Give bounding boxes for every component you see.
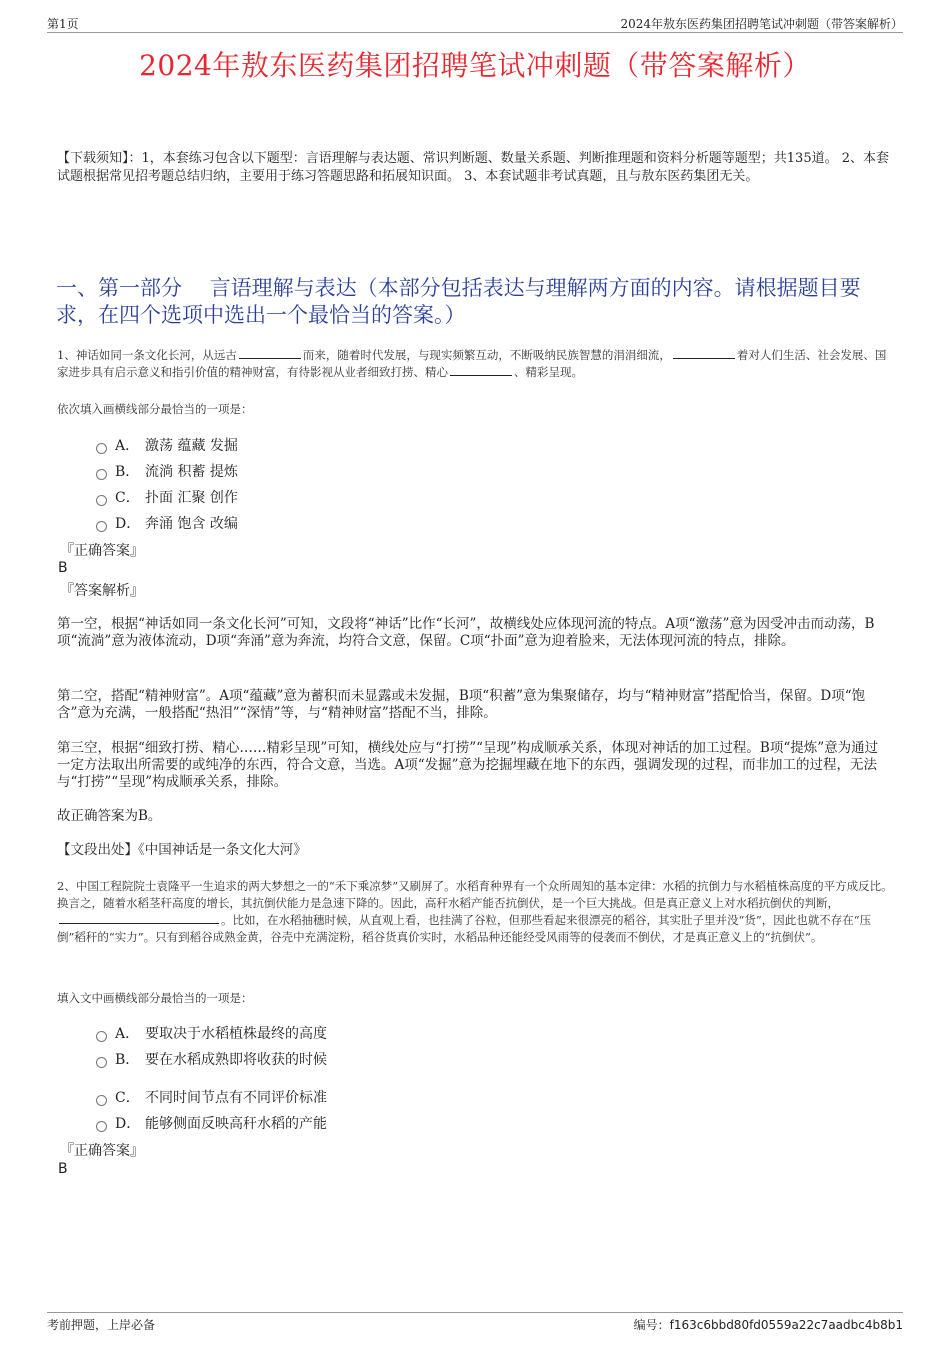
q1-stem-part: 1、神话如同一条文化长河，从远古 xyxy=(57,348,237,362)
q1-stem-part: 而来，随着时代发展，与现实频繁互动，不断吸纳民族智慧的涓涓细流， xyxy=(302,348,671,362)
option-letter: A． xyxy=(115,438,140,454)
q1-option-b[interactable] xyxy=(96,462,238,482)
q1-answer: B xyxy=(58,560,68,576)
page-header xyxy=(47,14,903,33)
q1-conclusion: 故正确答案为B。 xyxy=(57,808,162,824)
fill-blank xyxy=(239,348,301,359)
q2-option-a[interactable] xyxy=(96,1024,327,1044)
footer-code xyxy=(634,1316,903,1333)
option-text: 不同时间节点有不同评价标准 xyxy=(145,1090,327,1106)
question-1-stem xyxy=(57,347,895,381)
radio-icon[interactable] xyxy=(96,443,107,454)
q1-option-c[interactable] xyxy=(96,488,238,508)
radio-icon[interactable] xyxy=(96,495,107,506)
q1-analysis-para-2: 第二空，搭配“精神财富”。A项“蕴藏”意为蓄积而未显露或未发掘，B项“积蓄”意为集聚储存，均与“精神财富”搭配恰当，保留。D项“饱含”意为充满，一般搭配“热泪”“深情”等，与“精神财富”搭配不当，排除。 xyxy=(57,688,866,721)
footer-code-label: 编号： xyxy=(633,1318,670,1332)
option-letter: B． xyxy=(115,464,140,480)
q2-option-b[interactable] xyxy=(96,1050,327,1070)
q1-option-a[interactable] xyxy=(96,436,238,456)
q1-analysis-label: 『答案解析』 xyxy=(60,583,144,599)
q2-answer-label: 『正确答案』 xyxy=(60,1143,144,1159)
option-text: 要取决于水稻植株最终的高度 xyxy=(145,1026,327,1042)
section-heading: 一、第一部分 言语理解与表达（本部分包括表达与理解两方面的内容。请根据题目要求，在四个选项中选出一个最恰当的答案。） xyxy=(56,276,861,327)
document-title: 2024年敖东医药集团招聘笔试冲刺题（带答案解析） xyxy=(139,49,811,82)
option-text: 能够侧面反映高秆水稻的产能 xyxy=(145,1116,327,1132)
option-text: 激荡 蕴藏 发掘 xyxy=(145,438,238,454)
option-text: 要在水稻成熟即将收获的时候 xyxy=(145,1052,327,1068)
option-letter: A． xyxy=(115,1026,140,1042)
q1-stem-part: 着对人们生活、社会发展、国家进步具有启示意义和指引价值的精神财富，有待影视从业者细致打捞、精心 xyxy=(57,348,887,379)
option-letter: D． xyxy=(115,1116,141,1132)
q2-stem-part: 2、中国工程院院士袁隆平一生追求的两大梦想之一的“禾下乘凉梦”又刷屏了。水稻育种界有一个众所周知的基本定律：水稻的抗倒力与水稻植株高度的平方成反比。换言之，随着水稻茎秆高度的增长，其抗倒伏能力是急速下降的。因此，高秆水稻产能否抗倒伏，是一个巨大挑战。但是真正意义上对水稻抗倒伏的判断， xyxy=(57,879,893,910)
question-2-prompt: 填入文中画横线部分最恰当的一项是： xyxy=(57,991,253,1005)
fill-blank xyxy=(450,365,512,376)
q2-answer: B xyxy=(58,1161,68,1177)
option-letter: C． xyxy=(115,1090,140,1106)
page-footer xyxy=(47,1312,903,1332)
q1-source: 【文段出处】《中国神话是一条文化大河》 xyxy=(57,842,307,858)
question-1-prompt: 依次填入画横线部分最恰当的一项是： xyxy=(57,402,253,416)
question-2-stem xyxy=(57,878,895,946)
radio-icon[interactable] xyxy=(96,521,107,532)
option-letter: C． xyxy=(115,490,140,506)
q1-option-d[interactable] xyxy=(96,514,238,534)
footer-slogan: 考前押题，上岸必备 xyxy=(47,1318,156,1332)
option-text: 流淌 积蓄 提炼 xyxy=(145,464,238,480)
q1-analysis-para-3: 第三空，根据“细致打捞、精心……精彩呈现”可知，横线处应与“打捞”“呈现”构成顺承关系，体现对神话的加工过程。B项“提炼”意为通过一定方法取出所需要的或纯净的东西，符合文意，当选。A项“发掘”意为挖掘埋藏在地下的东西，强调发现的过程，而非加工的过程，无法与“打捞”“呈现”构成顺承关系，排除。 xyxy=(57,740,879,790)
option-text: 扑面 汇聚 创作 xyxy=(145,490,238,506)
radio-icon[interactable] xyxy=(96,469,107,480)
q1-analysis-para-1: 第一空，根据“神话如同一条文化长河”可知，文段将“神话”比作“长河”，故横线处应体现河流的特点。A项“激荡”意为因受冲击而动荡，B项“流淌”意为液体流动，D项“奔涌”意为奔流，均符合文意，保留。C项“扑面”意为迎着脸来，无法体现河流的特点，排除。 xyxy=(57,616,875,649)
radio-icon[interactable] xyxy=(96,1057,107,1068)
option-text: 奔涌 饱含 改编 xyxy=(145,516,238,532)
fill-blank xyxy=(673,348,735,359)
q2-option-d[interactable] xyxy=(96,1114,327,1134)
option-letter: B． xyxy=(115,1052,140,1068)
radio-icon[interactable] xyxy=(96,1031,107,1042)
download-notice: 【下载须知】：1，本套练习包含以下题型：言语理解与表达题、常识判断题、数量关系题、判断推理题和资料分析题等题型；共135道。 2、本套试题根据常见招考题总结归纳，主要用于练习答题思路和拓展知识面。 3、本套试题非考试真题，且与敖东医药集团无关。 xyxy=(57,151,889,184)
radio-icon[interactable] xyxy=(96,1095,107,1106)
header-doc-title: 2024年敖东医药集团招聘笔试冲刺题（带答案解析） xyxy=(620,17,903,31)
fill-blank xyxy=(59,913,219,924)
q1-answer-label: 『正确答案』 xyxy=(60,543,144,559)
footer-code-value: f163c6bbd80fd0559a22c7aadbc4b8b1 xyxy=(669,1318,903,1332)
q1-stem-part: 、精彩呈现。 xyxy=(514,365,583,379)
q2-option-c[interactable] xyxy=(96,1088,327,1108)
radio-icon[interactable] xyxy=(96,1121,107,1132)
q2-stem-part: 。比如，在水稻抽穗时候，从直观上看，也挂满了谷粒，但那些看起来很漂亮的稻谷，其实肚子里并没“货”，因此也就不存在“压倒”稻秆的“实力”。只有到稻谷成熟金黄，谷壳中充满淀粉，稻谷货真价实时，水稻品种还能经受风雨等的侵袭而不倒伏，才是真正意义上的“抗倒伏”。 xyxy=(57,913,872,944)
page-number: 第1页 xyxy=(47,17,79,31)
option-letter: D． xyxy=(115,516,141,532)
